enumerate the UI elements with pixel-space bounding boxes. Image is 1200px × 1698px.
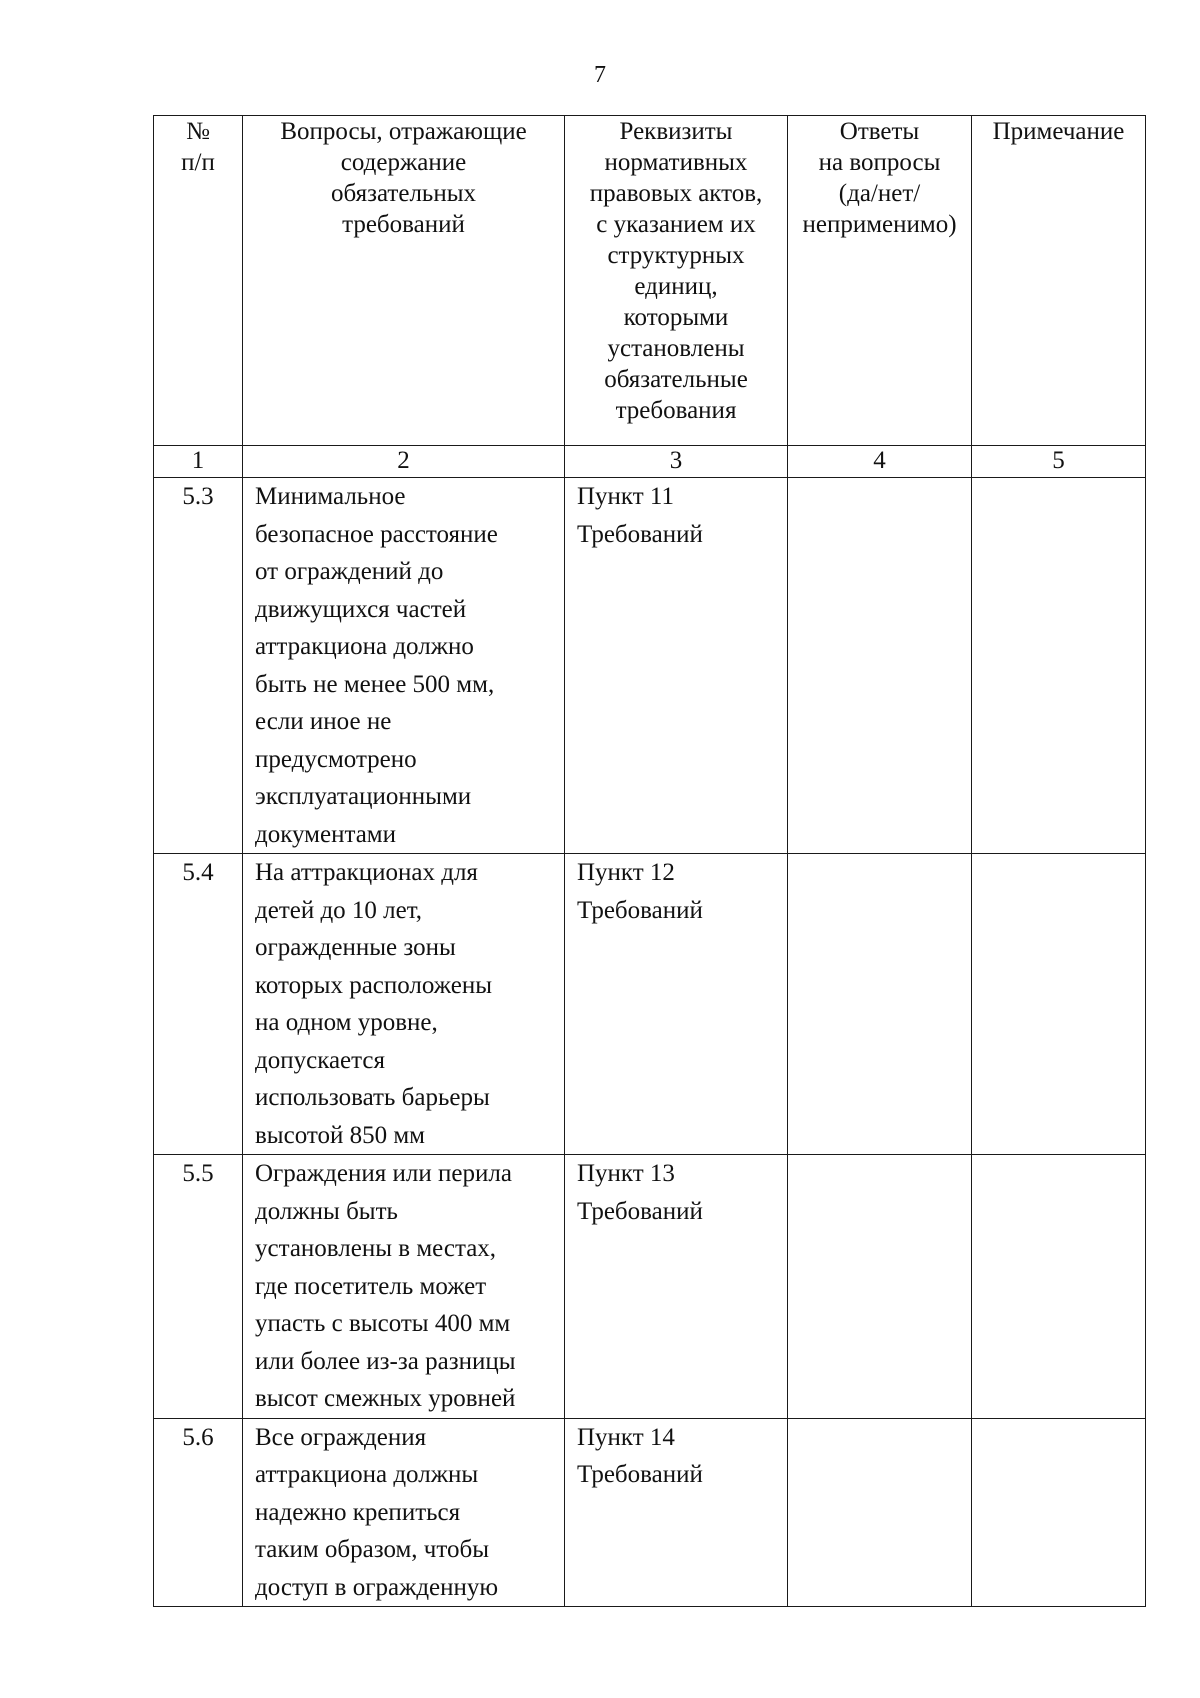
row-reference: Пункт 14 Требований	[565, 1418, 788, 1607]
requirements-table	[153, 115, 1146, 1607]
row-answer	[788, 1418, 972, 1607]
column-number: 4	[788, 446, 972, 478]
row-note	[972, 1155, 1146, 1419]
row-question: Все ограждения аттракциона должны надежно крепиться таким образом, чтобы доступ в огражденную	[243, 1418, 565, 1607]
row-answer	[788, 1155, 972, 1419]
table-row	[154, 478, 1146, 854]
column-numbers-row	[154, 446, 1146, 478]
row-answer	[788, 854, 972, 1155]
header-note: Примечание	[972, 116, 1146, 446]
row-question: На аттракционах для детей до 10 лет, огражденные зоны которых расположены на одном уровне, допускается использовать барьеры высотой 850 мм	[243, 854, 565, 1155]
table-row	[154, 1418, 1146, 1607]
table-row	[154, 854, 1146, 1155]
table-row	[154, 1155, 1146, 1419]
row-question: Ограждения или перила должны быть установлены в местах, где посетитель может упасть с высоты 400 мм или более из-за разницы высот смежных уровней	[243, 1155, 565, 1419]
row-number: 5.4	[154, 854, 243, 1155]
row-note	[972, 1418, 1146, 1607]
row-note	[972, 854, 1146, 1155]
row-question: Минимальное безопасное расстояние от ограждений до движущихся частей аттракциона должно быть не менее 500 мм, если иное не предусмотрено эксплуатационными документами	[243, 478, 565, 854]
header-answers: Ответы на вопросы (да/нет/ неприменимо)	[788, 116, 972, 446]
header-number: № п/п	[154, 116, 243, 446]
row-note	[972, 478, 1146, 854]
row-reference: Пункт 11 Требований	[565, 478, 788, 854]
table-header-row	[154, 116, 1146, 446]
row-reference: Пункт 13 Требований	[565, 1155, 788, 1419]
row-number: 5.5	[154, 1155, 243, 1419]
row-answer	[788, 478, 972, 854]
column-number: 1	[154, 446, 243, 478]
column-number: 5	[972, 446, 1146, 478]
row-reference: Пункт 12 Требований	[565, 854, 788, 1155]
header-questions: Вопросы, отражающие содержание обязательных требований	[243, 116, 565, 446]
header-references: Реквизиты нормативных правовых актов, с указанием их структурных единиц, которыми установлены обязательные требования	[565, 116, 788, 446]
page-number: 7	[594, 62, 606, 88]
column-number: 3	[565, 446, 788, 478]
row-number: 5.6	[154, 1418, 243, 1607]
column-number: 2	[243, 446, 565, 478]
row-number: 5.3	[154, 478, 243, 854]
